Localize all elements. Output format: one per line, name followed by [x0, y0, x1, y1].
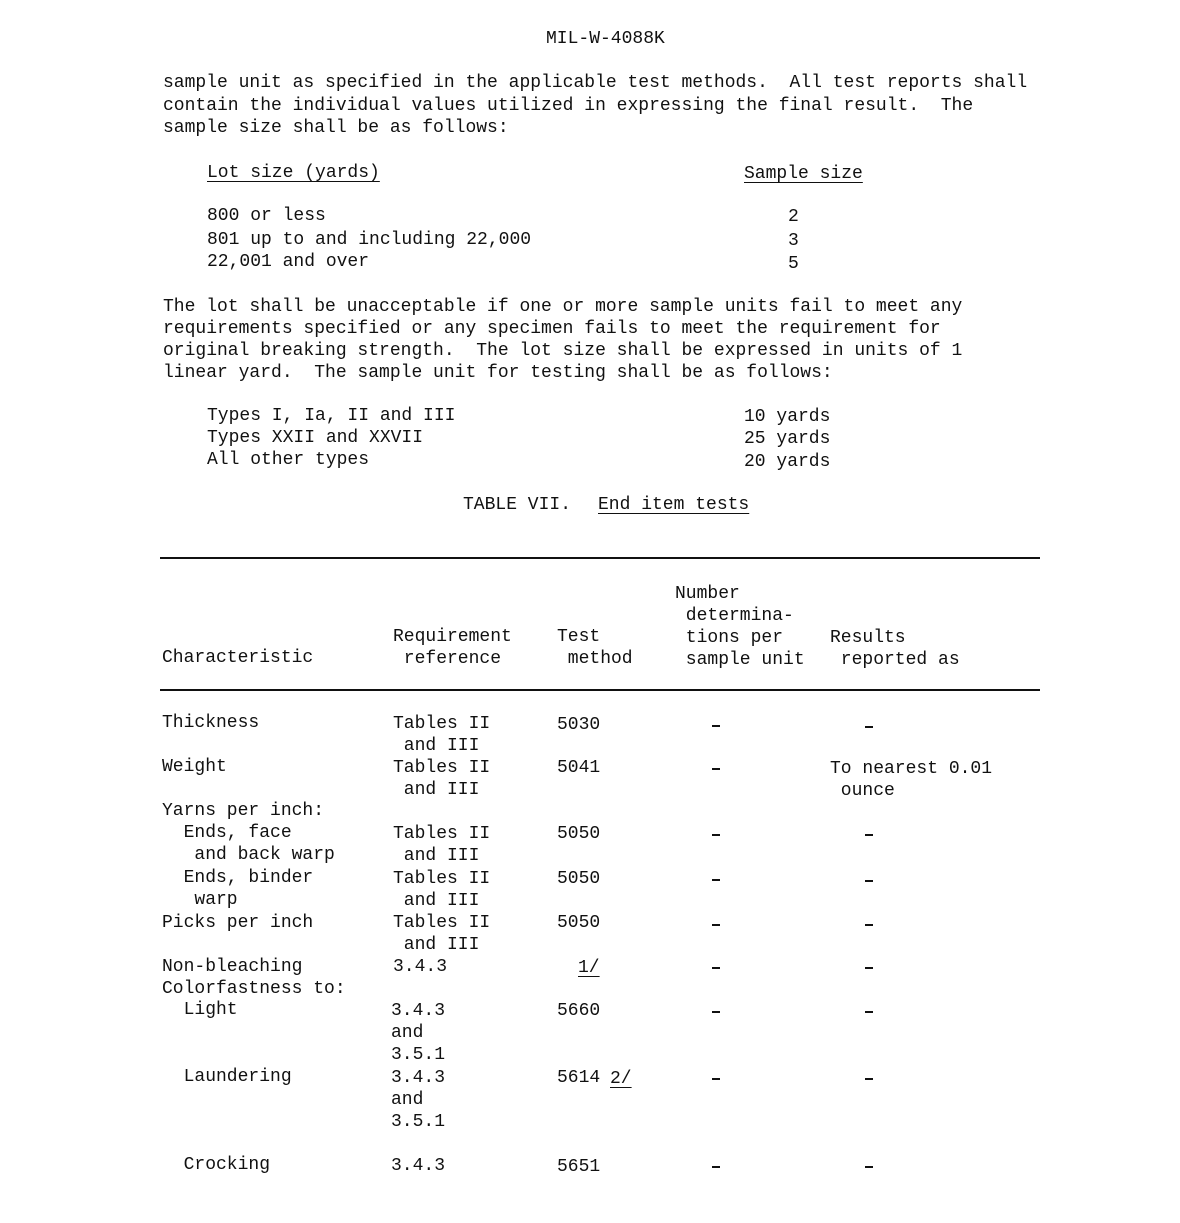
lot-size-cell: 22,001 and over — [207, 252, 370, 272]
intro-line-3: sample size shall be as follows: — [163, 118, 509, 138]
table-caption-label: TABLE VII. — [463, 495, 572, 515]
determinations-dash — [712, 768, 720, 770]
header-results: Results reported as — [830, 628, 960, 670]
results-dash — [865, 924, 873, 926]
lot-size-cell: 800 or less — [207, 206, 326, 226]
header-test-method: Test method — [557, 627, 633, 669]
determinations-dash — [712, 1166, 720, 1168]
determinations-dash — [712, 879, 720, 881]
method-cell: 5030 — [557, 715, 601, 735]
sample-size-cell: 3 — [788, 231, 799, 251]
unit-yards-cell: 20 yards — [744, 452, 831, 472]
method-footnote-cell: 1/ — [578, 958, 600, 978]
results-dash — [865, 880, 873, 882]
results-cell: To nearest 0.01 ounce — [830, 759, 993, 801]
body-line-4: linear yard. The sample unit for testing shall be as follows: — [163, 363, 833, 383]
document-id: MIL-W-4088K — [546, 29, 665, 49]
unit-types-cell: All other types — [207, 450, 370, 470]
characteristic-cell: Yarns per inch: — [162, 801, 325, 821]
results-dash — [865, 834, 873, 836]
method-footnote-cell: 2/ — [610, 1069, 632, 1089]
characteristic-cell: Crocking — [162, 1155, 271, 1175]
characteristic-cell: Ends, face and back warp — [183, 823, 335, 865]
unit-types-cell: Types I, Ia, II and III — [207, 406, 456, 426]
method-cell: 5050 — [557, 869, 601, 889]
characteristic-cell: Picks per inch — [162, 913, 314, 933]
characteristic-cell: Colorfastness to: — [162, 979, 346, 999]
intro-line-2: contain the individual values utilized in expressing the final result. The — [163, 96, 974, 116]
characteristic-cell: Ends, binder warp — [183, 868, 314, 910]
method-cell: 5651 — [557, 1157, 601, 1177]
requirement-cell: Tables II and III — [393, 714, 491, 756]
unit-yards-cell: 25 yards — [744, 429, 831, 449]
determinations-dash — [712, 1011, 720, 1013]
requirement-cell: 3.4.3 and 3.5.1 — [391, 1068, 446, 1132]
determinations-dash — [712, 725, 720, 727]
sample-size-cell: 2 — [788, 207, 799, 227]
characteristic-cell: Non-bleaching — [162, 957, 303, 977]
characteristic-cell: Light — [162, 1000, 238, 1020]
body-line-3: original breaking strength. The lot size shall be expressed in units of 1 — [163, 341, 963, 361]
characteristic-cell: Laundering — [162, 1067, 292, 1087]
results-dash — [865, 726, 873, 728]
determinations-dash — [712, 967, 720, 969]
intro-line-1: sample unit as specified in the applicable test methods. All test reports shall — [163, 73, 1028, 93]
method-cell: 5050 — [557, 824, 601, 844]
table-top-rule — [160, 557, 1040, 559]
sample-size-cell: 5 — [788, 254, 799, 274]
lot-size-header: Lot size (yards) — [207, 163, 380, 183]
method-cell: 5614 — [557, 1068, 601, 1088]
lot-size-cell: 801 up to and including 22,000 — [207, 230, 532, 250]
characteristic-cell: Thickness — [162, 713, 260, 733]
header-requirement: Requirement reference — [393, 627, 512, 669]
determinations-dash — [712, 924, 720, 926]
requirement-cell: 3.4.3 and 3.5.1 — [391, 1001, 446, 1065]
requirement-cell: Tables II and III — [393, 758, 491, 800]
requirement-cell: Tables II and III — [393, 869, 491, 911]
header-characteristic: Characteristic — [162, 648, 314, 668]
method-cell: 5660 — [557, 1001, 601, 1021]
table-caption-title: End item tests — [598, 495, 750, 515]
unit-types-cell: Types XXII and XXVII — [207, 428, 424, 448]
requirement-cell: Tables II and III — [393, 913, 491, 955]
determinations-dash — [712, 834, 720, 836]
body-line-1: The lot shall be unacceptable if one or more sample units fail to meet any — [163, 297, 963, 317]
results-dash — [865, 1078, 873, 1080]
table-header-rule — [160, 689, 1040, 691]
results-dash — [865, 1011, 873, 1013]
unit-yards-cell: 10 yards — [744, 407, 831, 427]
results-dash — [865, 1166, 873, 1168]
method-cell: 5041 — [557, 758, 601, 778]
sample-size-header: Sample size — [744, 164, 863, 184]
body-line-2: requirements specified or any specimen fails to meet the requirement for — [163, 319, 941, 339]
results-dash — [865, 967, 873, 969]
header-determinations: Number determina- tions per sample unit — [675, 584, 805, 670]
requirement-cell: 3.4.3 — [391, 1156, 446, 1176]
determinations-dash — [712, 1078, 720, 1080]
method-cell: 5050 — [557, 913, 601, 933]
requirement-cell: 3.4.3 — [393, 957, 448, 977]
characteristic-cell: Weight — [162, 757, 227, 777]
requirement-cell: Tables II and III — [393, 824, 491, 866]
